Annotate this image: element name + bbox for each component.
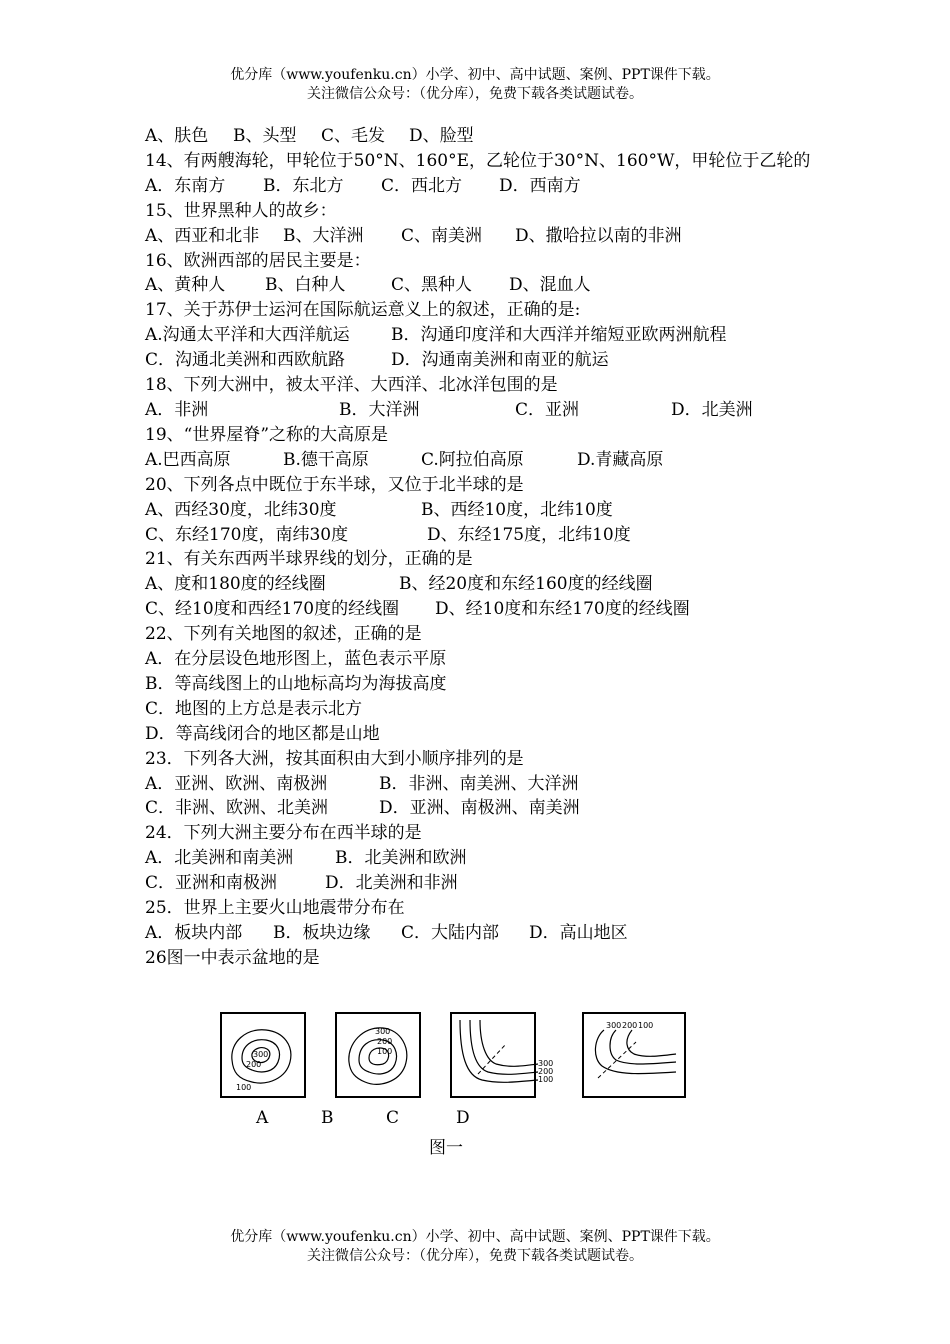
contour-label: 300	[375, 1027, 391, 1036]
contour-label: 200	[377, 1037, 393, 1046]
option: A．北美洲和南美洲	[145, 848, 294, 869]
contour-c-drawing	[452, 1014, 562, 1096]
q14-options	[145, 174, 815, 199]
q25-stem: 25．世界上主要火山地震带分布在	[145, 898, 405, 919]
contour-map-c	[450, 1012, 554, 1098]
option: B．非洲、南美洲、大洋洲	[379, 773, 579, 794]
option: D．沟通南美洲和南亚的航运	[391, 350, 609, 371]
q21-stem: 21、有关东西两半球界线的划分，正确的是	[145, 549, 473, 570]
contour-label: 100	[377, 1047, 393, 1056]
contour-map-b	[335, 1012, 421, 1098]
contour-map-d	[582, 1012, 686, 1098]
contour-label: 100	[236, 1083, 252, 1092]
option: B.德干高原	[283, 449, 369, 470]
page-footer	[0, 1228, 950, 1266]
option: C．地图的上方总是表示北方	[145, 698, 363, 719]
q26-stem: 26图一中表示盆地的是	[145, 947, 320, 968]
q19-options	[145, 448, 815, 473]
question-list	[145, 124, 815, 971]
option: D．北美洲和非洲	[325, 873, 458, 894]
q20-options-row1	[145, 498, 815, 523]
q21-options-row1	[145, 572, 815, 597]
contour-label: 300	[538, 1059, 554, 1068]
option: A．板块内部	[145, 923, 243, 943]
page-header	[0, 66, 950, 104]
option: A、肤色	[145, 126, 209, 146]
contour-b-drawing	[337, 1014, 419, 1096]
option: D、混血人	[509, 275, 591, 296]
option: D、脸型	[409, 126, 474, 146]
q14-stem: 14、有两艘海轮，甲轮位于50°N、160°E，乙轮位于30°N、160°W，甲轮位于乙轮的	[145, 150, 811, 171]
header-line-2: 关注微信公众号：（优分库），免费下载各类试题试卷。	[307, 86, 643, 102]
q25-options	[145, 921, 815, 946]
contour-d-drawing	[584, 1014, 684, 1096]
option: B．北美洲和欧洲	[335, 848, 467, 869]
option: D、经10度和东经170度的经线圈	[435, 599, 690, 620]
q15-stem: 15、世界黑种人的故乡：	[145, 200, 337, 221]
option: C.阿拉伯高原	[421, 449, 524, 470]
option: C．西北方	[381, 175, 463, 196]
contour-label: 100	[638, 1021, 654, 1030]
option: C、经10度和西经170度的经线圈	[145, 599, 400, 620]
option: C．沟通北美洲和西欧航路	[145, 350, 346, 371]
option: B．等高线图上的山地标高均为海拔高度	[145, 673, 447, 694]
option: D．等高线闭合的地区都是山地	[145, 723, 380, 744]
option: D．高山地区	[529, 923, 628, 943]
option: C．大陆内部	[401, 923, 500, 943]
q16-stem: 16、欧洲西部的居民主要是：	[145, 250, 371, 271]
q21-options-row2	[145, 597, 815, 622]
option: C．亚洲	[515, 399, 580, 420]
option: B、白种人	[265, 275, 346, 296]
contour-map-a	[220, 1012, 306, 1098]
q17-options-row2	[145, 348, 815, 373]
option: A.巴西高原	[145, 449, 231, 470]
option: D．北美洲	[671, 399, 753, 420]
option: C、毛发	[321, 126, 386, 146]
contour-label: 200	[622, 1021, 638, 1030]
q13-options	[145, 124, 815, 149]
option: C．非洲、欧洲、北美洲	[145, 798, 329, 819]
figure-label-a: A	[256, 1108, 269, 1128]
q19-stem: 19、“世界屋脊”之称的大高原是	[145, 424, 389, 445]
option: C、黑种人	[391, 275, 473, 296]
option: B、经20度和东经160度的经线圈	[399, 574, 653, 595]
option: A．非洲	[145, 399, 209, 420]
option: D.青藏高原	[577, 449, 664, 470]
option: A．在分层设色地形图上，蓝色表示平原	[145, 649, 447, 670]
q23-options-row2	[145, 796, 815, 821]
figure-contour-maps	[220, 1012, 690, 1102]
option: B、大洋洲	[283, 225, 364, 246]
contour-label: 100	[538, 1075, 554, 1084]
option: A、西亚和北非	[145, 225, 260, 246]
contour-a-drawing	[222, 1014, 304, 1096]
figure-label-d: D	[456, 1108, 470, 1128]
option: D、东经175度，北纬10度	[427, 524, 631, 545]
contour-label: 300	[606, 1021, 622, 1030]
option: B．东北方	[263, 175, 344, 196]
option: A.沟通太平洋和大西洋航运	[145, 325, 350, 346]
q24-options-row2	[145, 871, 815, 896]
option: B、西经10度，北纬10度	[421, 499, 613, 520]
option: D．亚洲、南极洲、南美洲	[379, 798, 580, 819]
q24-stem: 24．下列大洲主要分布在西半球的是	[145, 823, 422, 844]
q17-options-row1	[145, 323, 815, 348]
q20-stem: 20、下列各点中既位于东半球，又位于北半球的是	[145, 474, 524, 495]
q23-options-row1	[145, 772, 815, 797]
option: A、黄种人	[145, 275, 226, 296]
contour-label: 300	[253, 1050, 269, 1059]
option: B．大洋洲	[339, 399, 420, 420]
option: B．沟通印度洋和大西洋并缩短亚欧两洲航程	[391, 325, 727, 346]
q22-stem: 22、下列有关地图的叙述，正确的是	[145, 624, 422, 645]
q24-options-row1	[145, 846, 815, 871]
q18-options	[145, 398, 815, 423]
q16-options	[145, 273, 815, 298]
option: D．西南方	[499, 175, 581, 196]
figure-caption: 图一	[429, 1138, 463, 1158]
option: C．亚洲和南极洲	[145, 873, 278, 894]
q23-stem: 23．下列各大洲，按其面积由大到小顺序排列的是	[145, 748, 524, 769]
option: A．亚洲、欧洲、南极洲	[145, 773, 328, 794]
option: B、头型	[233, 126, 297, 146]
q15-options	[145, 224, 815, 249]
option: C、东经170度，南纬30度	[145, 524, 349, 545]
option: C、南美洲	[401, 225, 483, 246]
option: A．东南方	[145, 175, 226, 196]
footer-line-1: 优分库（www.youfenku.cn）小学、初中、高中试题、案例、PPT课件下载。	[230, 1229, 720, 1245]
q17-stem: 17、关于苏伊士运河在国际航运意义上的叙述，正确的是:	[145, 300, 581, 321]
option: D、撒哈拉以南的非洲	[515, 225, 682, 246]
figure-label-c: C	[386, 1108, 400, 1128]
option: A、西经30度，北纬30度	[145, 499, 337, 520]
q20-options-row2	[145, 523, 815, 548]
contour-label: 200	[246, 1060, 262, 1069]
q18-stem: 18、下列大洲中，被太平洋、大西洋、北冰洋包围的是	[145, 375, 558, 396]
contour-label: 200	[538, 1067, 554, 1076]
header-line-1: 优分库（www.youfenku.cn）小学、初中、高中试题、案例、PPT课件下载。	[230, 67, 720, 83]
figure-label-b: B	[321, 1108, 334, 1128]
option: A、度和180度的经线圈	[145, 574, 326, 595]
footer-line-2: 关注微信公众号：（优分库），免费下载各类试题试卷。	[307, 1248, 643, 1264]
option: B．板块边缘	[273, 923, 371, 943]
